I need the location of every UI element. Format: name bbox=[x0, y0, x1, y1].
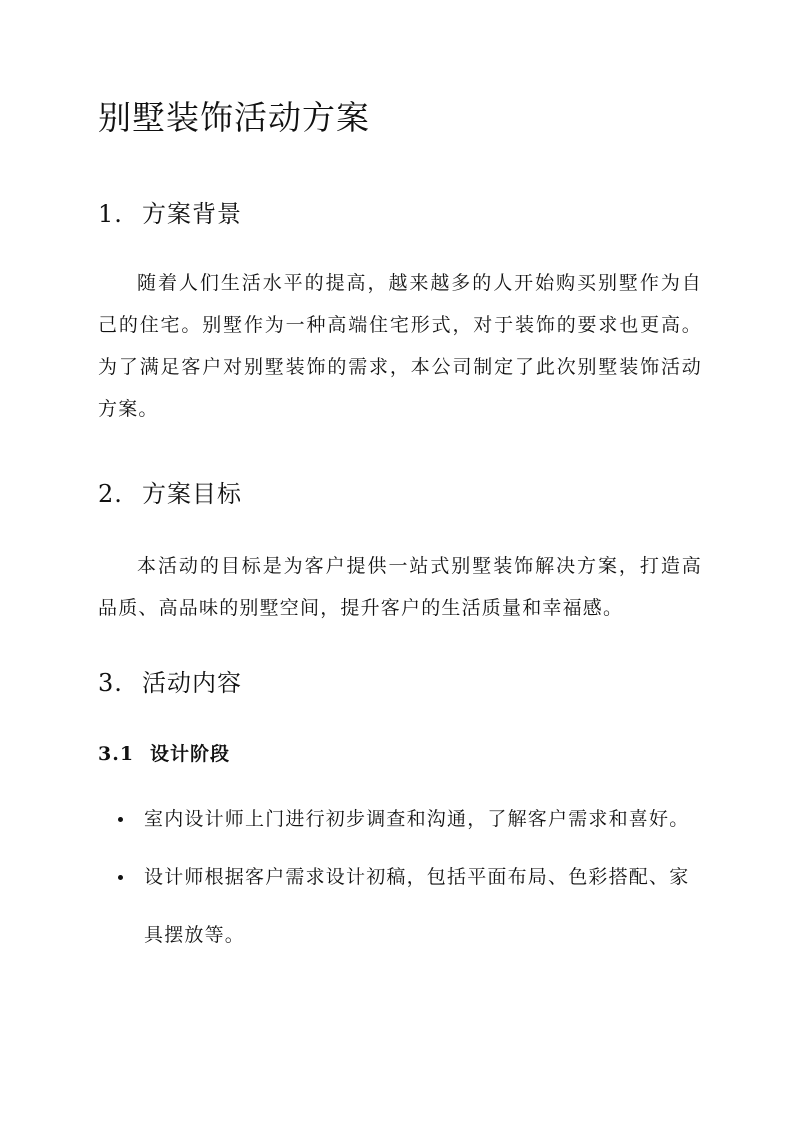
goals-paragraph: 本活动的目标是为客户提供一站式别墅装饰解决方案，打造高品质、高品味的别墅空间，提升客户的生活质量和幸福感。 bbox=[98, 555, 702, 619]
bullet-icon bbox=[118, 875, 123, 880]
section-heading-activities bbox=[98, 667, 242, 699]
subsection-title: 设计阶段 bbox=[150, 743, 231, 765]
list-item-text: 室内设计师上门进行初步调查和沟通，了解客户需求和喜好。 bbox=[144, 808, 690, 830]
section-number: 2. bbox=[98, 480, 123, 508]
subsection-heading-design bbox=[98, 741, 230, 767]
section-number: 1. bbox=[98, 200, 123, 228]
list-item-text: 设计师根据客户需求设计初稿，包括平面布局、色彩搭配、家具摆放等。 bbox=[144, 866, 690, 946]
design-stage-list bbox=[118, 790, 692, 964]
list-item bbox=[118, 790, 692, 848]
document-title: 别墅装饰活动方案 bbox=[98, 98, 370, 137]
list-item bbox=[118, 848, 692, 964]
section-title: 方案背景 bbox=[142, 200, 242, 228]
bullet-icon bbox=[118, 817, 123, 822]
background-paragraph: 随着人们生活水平的提高，越来越多的人开始购买别墅作为自己的住宅。别墅作为一种高端住宅形式，对于装饰的要求也更高。为了满足客户对别墅装饰的需求，本公司制定了此次别墅装饰活动方案。 bbox=[98, 272, 702, 420]
section-heading-goals bbox=[98, 478, 242, 510]
section-number: 3. bbox=[98, 669, 123, 697]
subsection-number: 3.1 bbox=[98, 743, 135, 765]
section-title: 活动内容 bbox=[142, 669, 242, 697]
section-heading-background bbox=[98, 198, 242, 230]
section-title: 方案目标 bbox=[142, 480, 242, 508]
